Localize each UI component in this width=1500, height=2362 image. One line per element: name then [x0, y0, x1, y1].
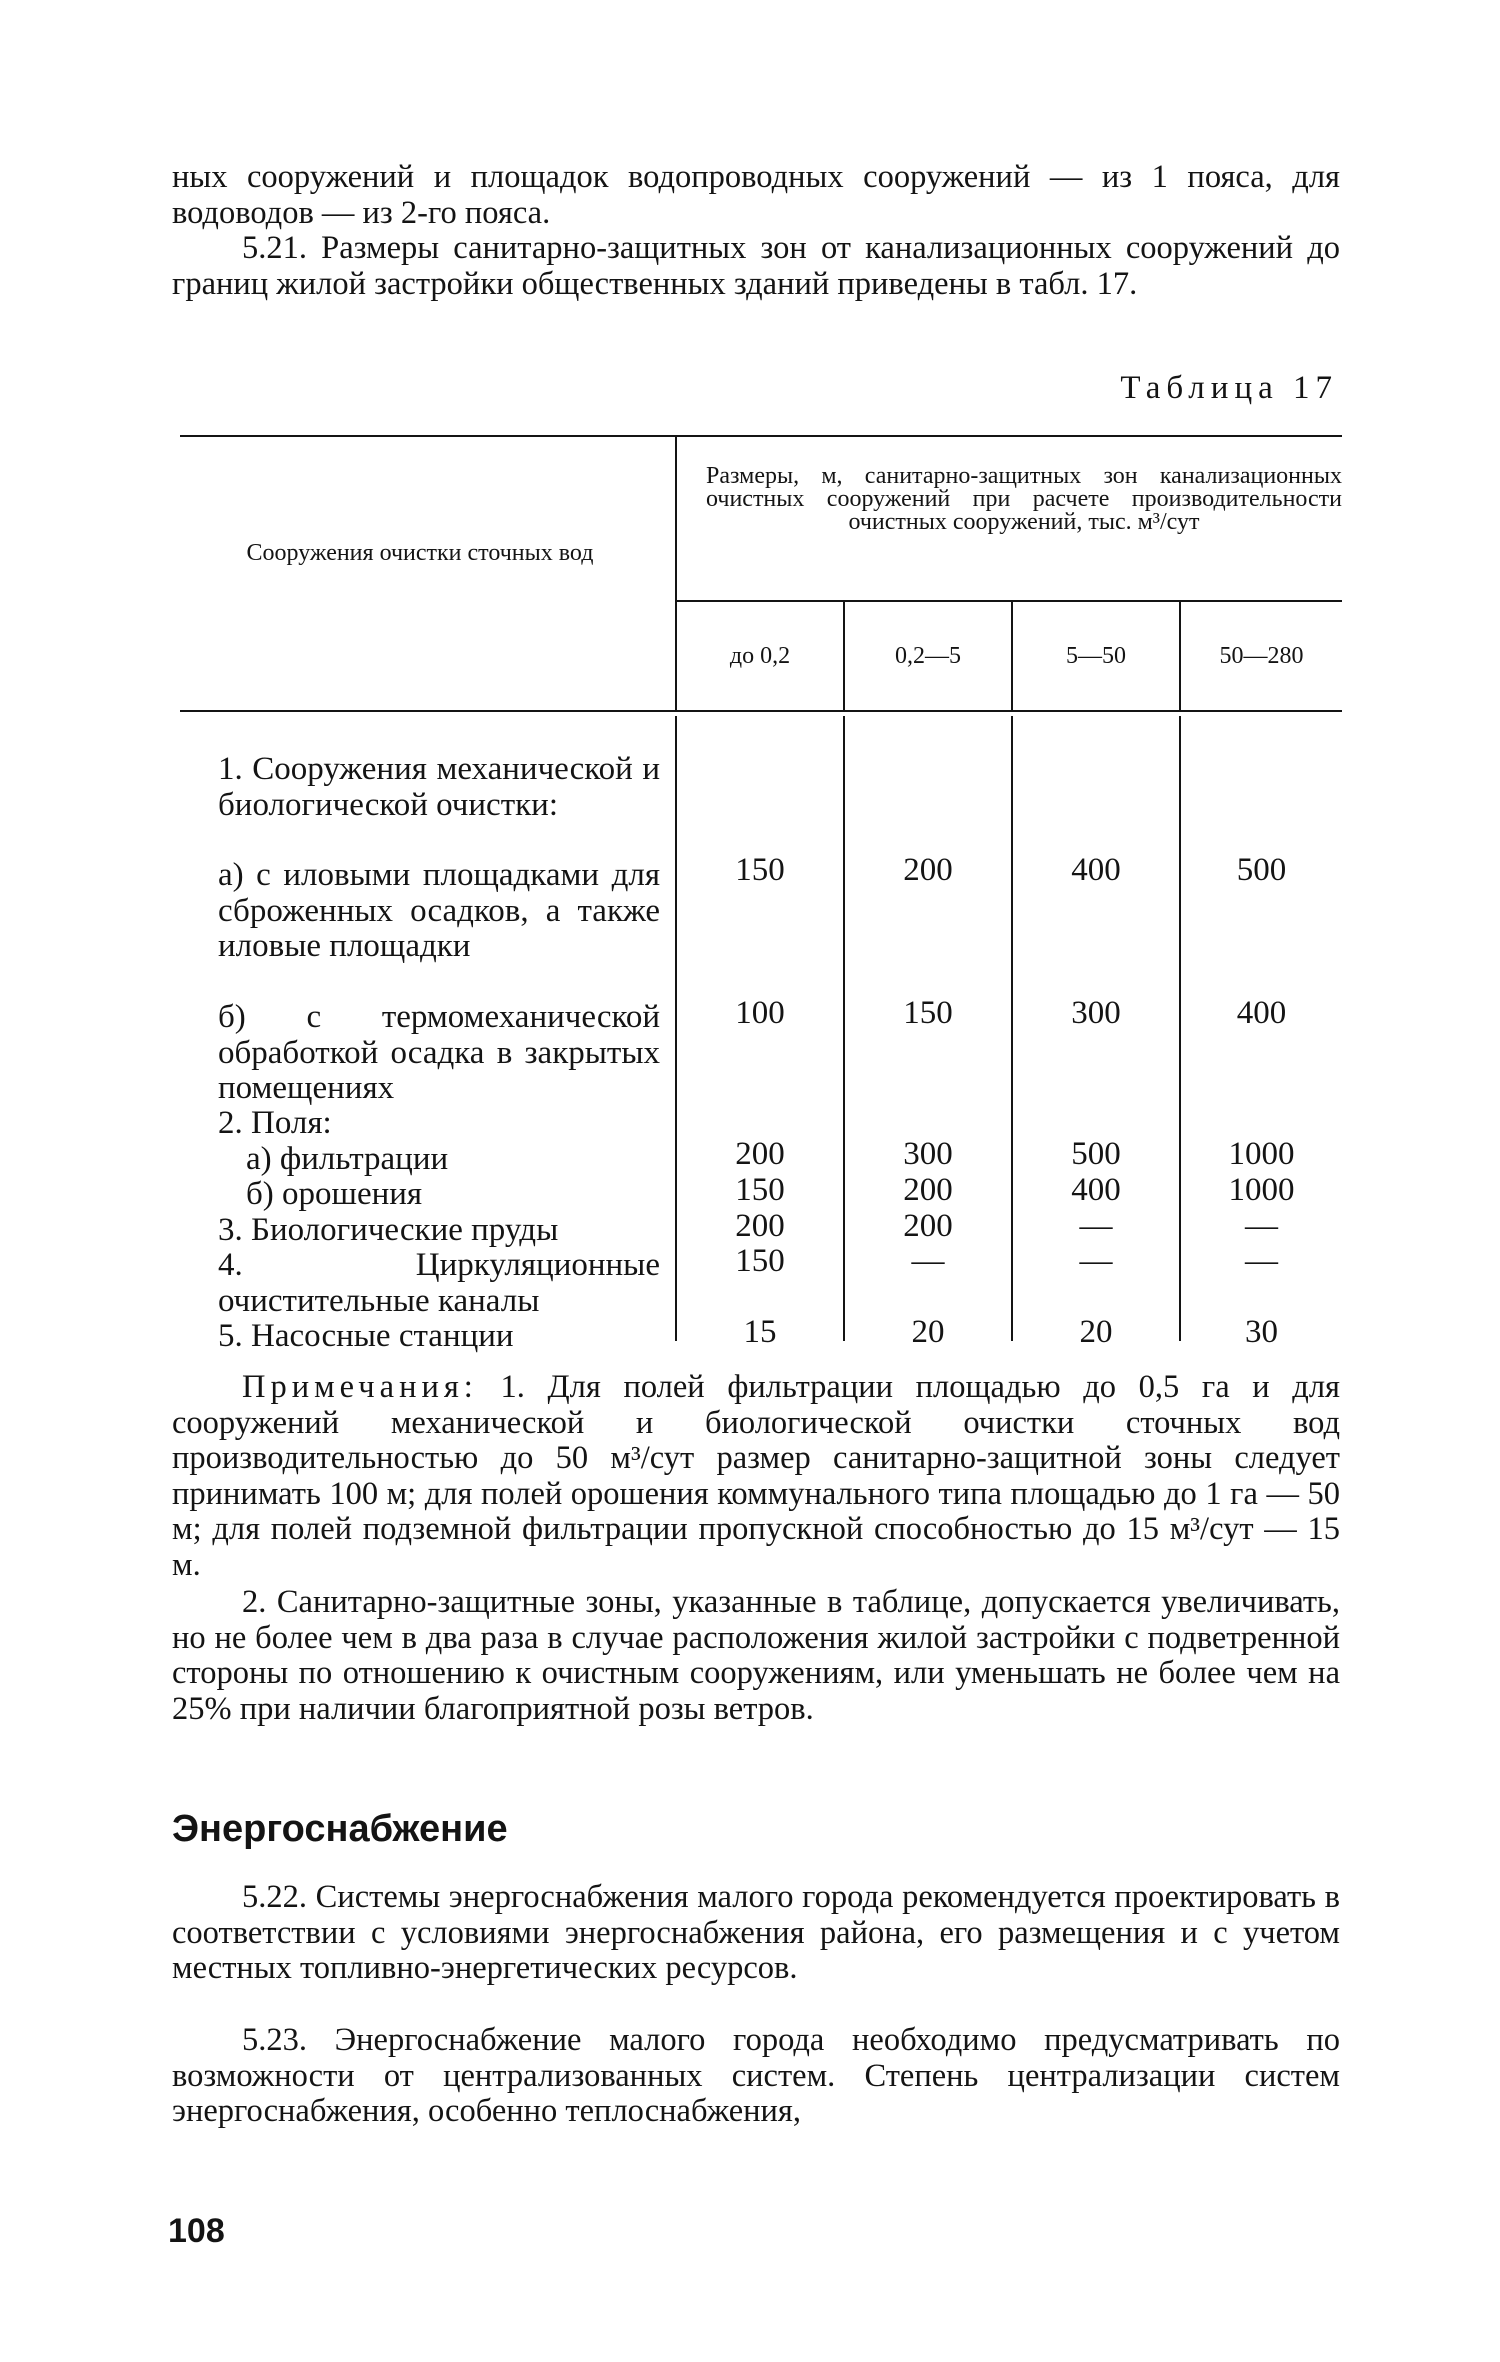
table-cell: 1000 [1228, 1172, 1295, 1208]
page-number: 108 [168, 2212, 225, 2250]
table-cell: 300 [1071, 995, 1121, 1031]
table-cell: 100 [735, 995, 785, 1031]
column-header-3: 5—50 [1066, 643, 1126, 669]
table-cell: 200 [903, 1208, 953, 1244]
header-sizes: Размеры, м, санитарно-защитных зон канализационных очистных сооружений при расчете производительности очистных сооружений, тыс. м³/сут [706, 463, 1342, 535]
note-2 [172, 1585, 1340, 1727]
table-cell: 150 [735, 1172, 785, 1208]
table-caption: Таблица 17 [1120, 370, 1338, 406]
table-cell: 15 [743, 1314, 777, 1350]
table-cell: 30 [1245, 1314, 1278, 1350]
table-cell: 1000 [1228, 1136, 1295, 1172]
table-cell: 20 [911, 1314, 945, 1350]
table-cell: 150 [735, 1243, 785, 1279]
table-cell: 200 [735, 1208, 785, 1244]
table-row-label: б) с термомеханической обработкой осадка в закрытых помещениях [218, 999, 660, 1106]
table-cell: — [911, 1243, 945, 1279]
table-row-label: а) с иловыми площадками для сброженных осадков, а также иловые площадки [218, 857, 660, 964]
table-row-label: б) орошения [246, 1176, 423, 1212]
table-row-label: 5. Насосные станции [218, 1318, 514, 1354]
table-cell: 500 [1071, 1136, 1121, 1172]
paragraph-5-21 [172, 231, 1340, 302]
note-1 [172, 1370, 1340, 1584]
table-row-label: 2. Поля: [218, 1105, 332, 1141]
paragraph-5-22 [172, 1880, 1340, 1987]
paragraph-5-23 [172, 2023, 1340, 2130]
paragraph-5-23-text: 5.23. Энергоснабжение малого города необходимо предусматривать по возможности от централизованных систем. Степень централизации систем энергоснабжения, особенно теплоснабжения, [172, 2022, 1340, 2130]
table-cell: 150 [903, 995, 953, 1031]
column-header-1: до 0,2 [729, 643, 791, 669]
table-cell: 500 [1236, 852, 1287, 888]
notes-heading: Примечания: [242, 1369, 478, 1405]
column-header-4: 50—280 [1219, 643, 1304, 669]
table-cell: — [1079, 1243, 1113, 1279]
paragraph-5-22-text: 5.22. Системы энергоснабжения малого города рекомендуется проектировать в соответствии с условиями энергоснабжения района, его размещения и с учетом местных топливно-энергетических ресурсов. [172, 1879, 1340, 1987]
table-cell: 200 [735, 1136, 785, 1172]
table-cell: — [1245, 1243, 1278, 1279]
table-top-rule [180, 435, 1342, 437]
table-row-label: 3. Биологические пруды [218, 1212, 559, 1248]
note-2-text: 2. Санитарно-защитные зоны, указанные в таблице, допускается увеличивать, но не более чем в два раза в случае расположения жилой застройки с подветренной стороны по отношению к очистным сооружениям, или уменьшать не более чем на 25% при наличии благоприятной розы ветров. [172, 1584, 1340, 1727]
table-cell: 150 [735, 852, 785, 888]
table-cell: 400 [1071, 852, 1121, 888]
section-title: Энергоснабжение [172, 1808, 508, 1850]
header-structures: Сооружения очистки сточных вод [246, 540, 594, 566]
table-row-label: 4. Циркуляционные очистительные каналы [218, 1247, 660, 1319]
table-cell: 300 [903, 1136, 953, 1172]
table-row-label: а) фильтрации [246, 1141, 449, 1177]
note-1-text: 1. Для полей фильтрации площадью до 0,5 га и для сооружений механической и биологической очистки сточных вод производительностью до 50 м³/сут размер санитарно-защитной зоны следует принимать 100 м; для полей орошения коммунального типа площадью до 1 га — 50 м; для полей подземной фильтрации пропускной способностью до 15 м³/сут — 15 м. [172, 1369, 1340, 1583]
intro-paragraph: ных сооружений и площадок водопроводных сооружений — из 1 пояса, для водоводов — из 2-го пояса. [172, 159, 1340, 231]
table-cell: — [1245, 1208, 1278, 1244]
table-cell: 200 [903, 1172, 953, 1208]
table-cell: — [1079, 1208, 1113, 1244]
column-header-2: 0,2—5 [895, 643, 961, 669]
paragraph-5-21-text: 5.21. Размеры санитарно-защитных зон от канализационных сооружений до границ жилой застройки общественных зданий приведены в табл. 17. [172, 230, 1340, 302]
table-cell: 200 [903, 852, 953, 888]
table-cell: 400 [1236, 995, 1287, 1031]
table-cell: 20 [1079, 1314, 1113, 1350]
table-cell: 400 [1071, 1172, 1121, 1208]
header-bottom-rule [180, 710, 1342, 712]
header-mid-rule [676, 600, 1342, 602]
table-row-label: 1. Сооружения механической и биологической очистки: [218, 751, 660, 823]
